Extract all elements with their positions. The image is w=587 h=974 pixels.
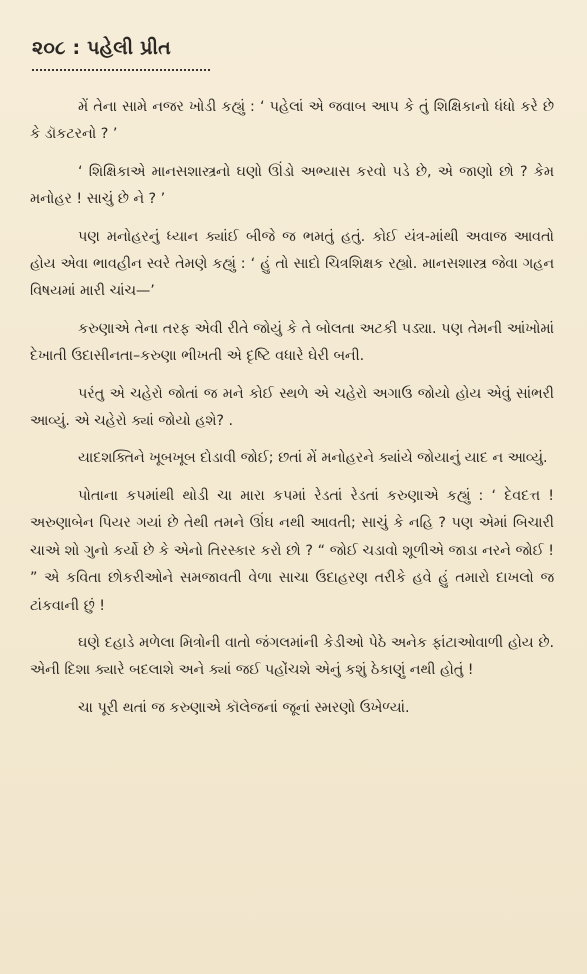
paragraph: પણ મનોહરનું ધ્યાન ક્યાંઈ બીજે જ ભમતું હતું. કોઈ યંત્ર-માંથી અવાજ આવતો હોય એવા ભાવહીન સ્વરે તેમણે કહ્યું : ‘ હું તો સાદો ચિત્રશિક્ષક રહ્યો. માનસશાસ્ત્ર જેવા ગહન વિષયમાં મારી ચાંચ—’ <box>30 228 554 300</box>
paragraph: ઘણે દહાડે મળેલા મિત્રોની વાતો જંગલમાંની કેડીઓ પેઠે અનેક ફાંટાઓવાળી હોય છે. એની દિશા ક્યારે બદલાશે અને ક્યાં જઈ પહોંચશે એનું કશું ઠેકાણું નથી હોતું ! <box>30 634 554 679</box>
paragraph: કરુણાએ તેના તરફ એવી રીતે જોયું કે તે બોલતા અટકી પડ્યા. પણ તેમની આંખોમાં દેખાતી ઉદાસીનતા–કરુણા ભીખતી એ દૃષ્ટિ વધારે ઘેરી બની. <box>30 320 554 365</box>
paragraph: મેં તેના સામે નજર ખોડી કહ્યું : ‘ પહેલાં એ જવાબ આપ કે તું શિક્ષિકાનો ધંધો કરે છે કે ડૉકટરનો ? ’ <box>30 99 554 143</box>
page-number-and-chapter-title: ૨૦૮ : પહેલી પ્રીત <box>32 37 171 59</box>
paragraph: પોતાના કપમાંથી થોડી ચા મારા કપમાં રેડતાં રેડતાં કરુણાએ કહ્યું : ‘ દેવદત્ત ! અરુણાબેન પિયર ગયાં છે તેથી તમને ઊંઘ નથી આવતી; સાચું કે નહિ ? પણ એમાં બિચારી ચાએ શો ગુનો કર્યો છે કે એનો તિરસ્કાર કરો છો ? “ જોઈ ચડાવો શૂળીએ જાડા નરને જોઈ ! ” એ કવિતા છોકરીઓને સમજાવતી વેળા સાચા ઉદાહરણ તરીકે હવે હું તમારો દાખલો જ ટાંકવાની છું ! <box>30 487 554 614</box>
paragraph: યાદશક્તિને ખૂબખૂબ દોડાવી જોઈ; છતાં મેં મનોહરને ક્યાંયે જોયાનું યાદ ન આવ્યું. <box>78 450 548 467</box>
paragraph: ચા પૂરી થતાં જ કરુણાએ કૉલેજનાં જૂનાં સ્મરણો ઉખેળ્યાં. <box>78 699 410 716</box>
paragraph: ‘ શિક્ષિકાએ માનસશાસ્ત્રનો ઘણો ઊંડો અભ્યાસ કરવો પડે છે, એ જાણો છો ? કેમ મનોહર ! સાચું છે ને ? ’ <box>30 163 554 208</box>
header-dotted-rule <box>32 66 210 71</box>
page-body <box>30 94 554 732</box>
paragraph: પરંતુ એ ચહેરો જોતાં જ મને કોઈ સ્થળે એ ચહેરો અગાઉ જોયો હોય એવું સાંભરી આવ્યું. એ ચહેરો ક્યાં જોયો હશે? . <box>30 385 554 430</box>
page-header <box>32 36 292 76</box>
